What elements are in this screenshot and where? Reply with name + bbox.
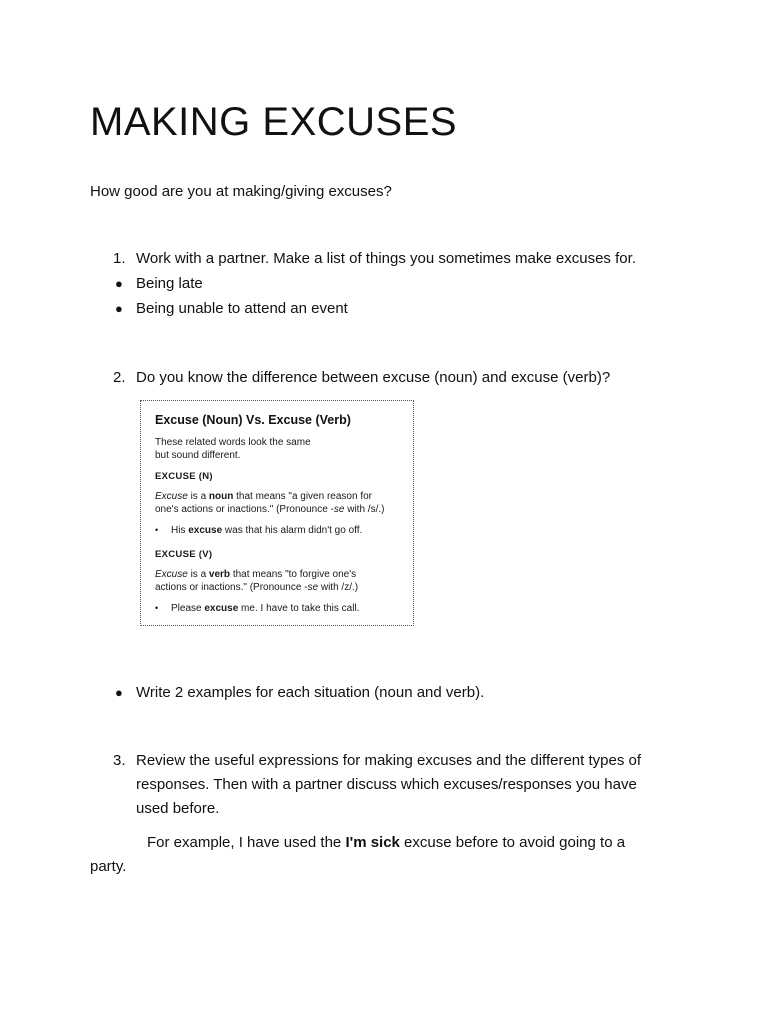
infobox-intro-line1: These related words look the same — [155, 437, 311, 448]
question-3-line2: responses. Then with a partner discuss which excuses/responses you have — [136, 776, 637, 793]
infobox-heading: Excuse (Noun) Vs. Excuse (Verb) — [155, 413, 351, 427]
bullet-icon: ● — [115, 276, 123, 291]
bullet-icon: ● — [115, 301, 123, 316]
verb-definition-line2: actions or inactions." (Pronounce -se with /z/.) — [155, 582, 359, 593]
excuse-noun-verb-infobox — [140, 400, 414, 626]
question-3-line3: used before. — [136, 800, 220, 817]
bullet-icon: • — [155, 603, 159, 613]
verb-definition-line1: Excuse is a verb that means "to forgive one's — [155, 569, 357, 580]
verb-label: EXCUSE (V) — [155, 549, 213, 560]
question-1-number: 1. — [113, 250, 126, 267]
noun-example: His excuse was that his alarm didn't go off. — [171, 525, 363, 536]
bullet-icon: • — [155, 525, 159, 535]
question-1-text: Work with a partner. Make a list of things you sometimes make excuses for. — [136, 250, 636, 267]
bullet-icon: ● — [115, 685, 123, 700]
question-2-text: Do you know the difference between excuse (noun) and excuse (verb)? — [136, 369, 611, 386]
task-instruction: Write 2 examples for each situation (noun and verb). — [136, 684, 485, 701]
intro-question: How good are you at making/giving excuses? — [90, 183, 392, 200]
noun-label: EXCUSE (N) — [155, 471, 213, 482]
list-item: Being unable to attend an event — [136, 300, 348, 317]
infobox-intro-line2: but sound different. — [155, 450, 241, 461]
verb-example: Please excuse me. I have to take this call. — [171, 603, 360, 614]
list-item: Being late — [136, 275, 203, 292]
example-sentence: For example, I have used the I'm sick excuse before to avoid going to a — [147, 834, 626, 851]
question-3-number: 3. — [113, 752, 126, 769]
page-title: MAKING EXCUSES — [90, 100, 458, 144]
question-2-number: 2. — [113, 369, 126, 386]
example-sentence-end: party. — [90, 858, 127, 875]
noun-definition-line1: Excuse is a noun that means "a given reason for — [155, 491, 372, 502]
question-3-line1: Review the useful expressions for making excuses and the different types of — [136, 752, 641, 769]
noun-definition-line2: one's actions or inactions." (Pronounce -se with /s/.) — [155, 504, 385, 515]
